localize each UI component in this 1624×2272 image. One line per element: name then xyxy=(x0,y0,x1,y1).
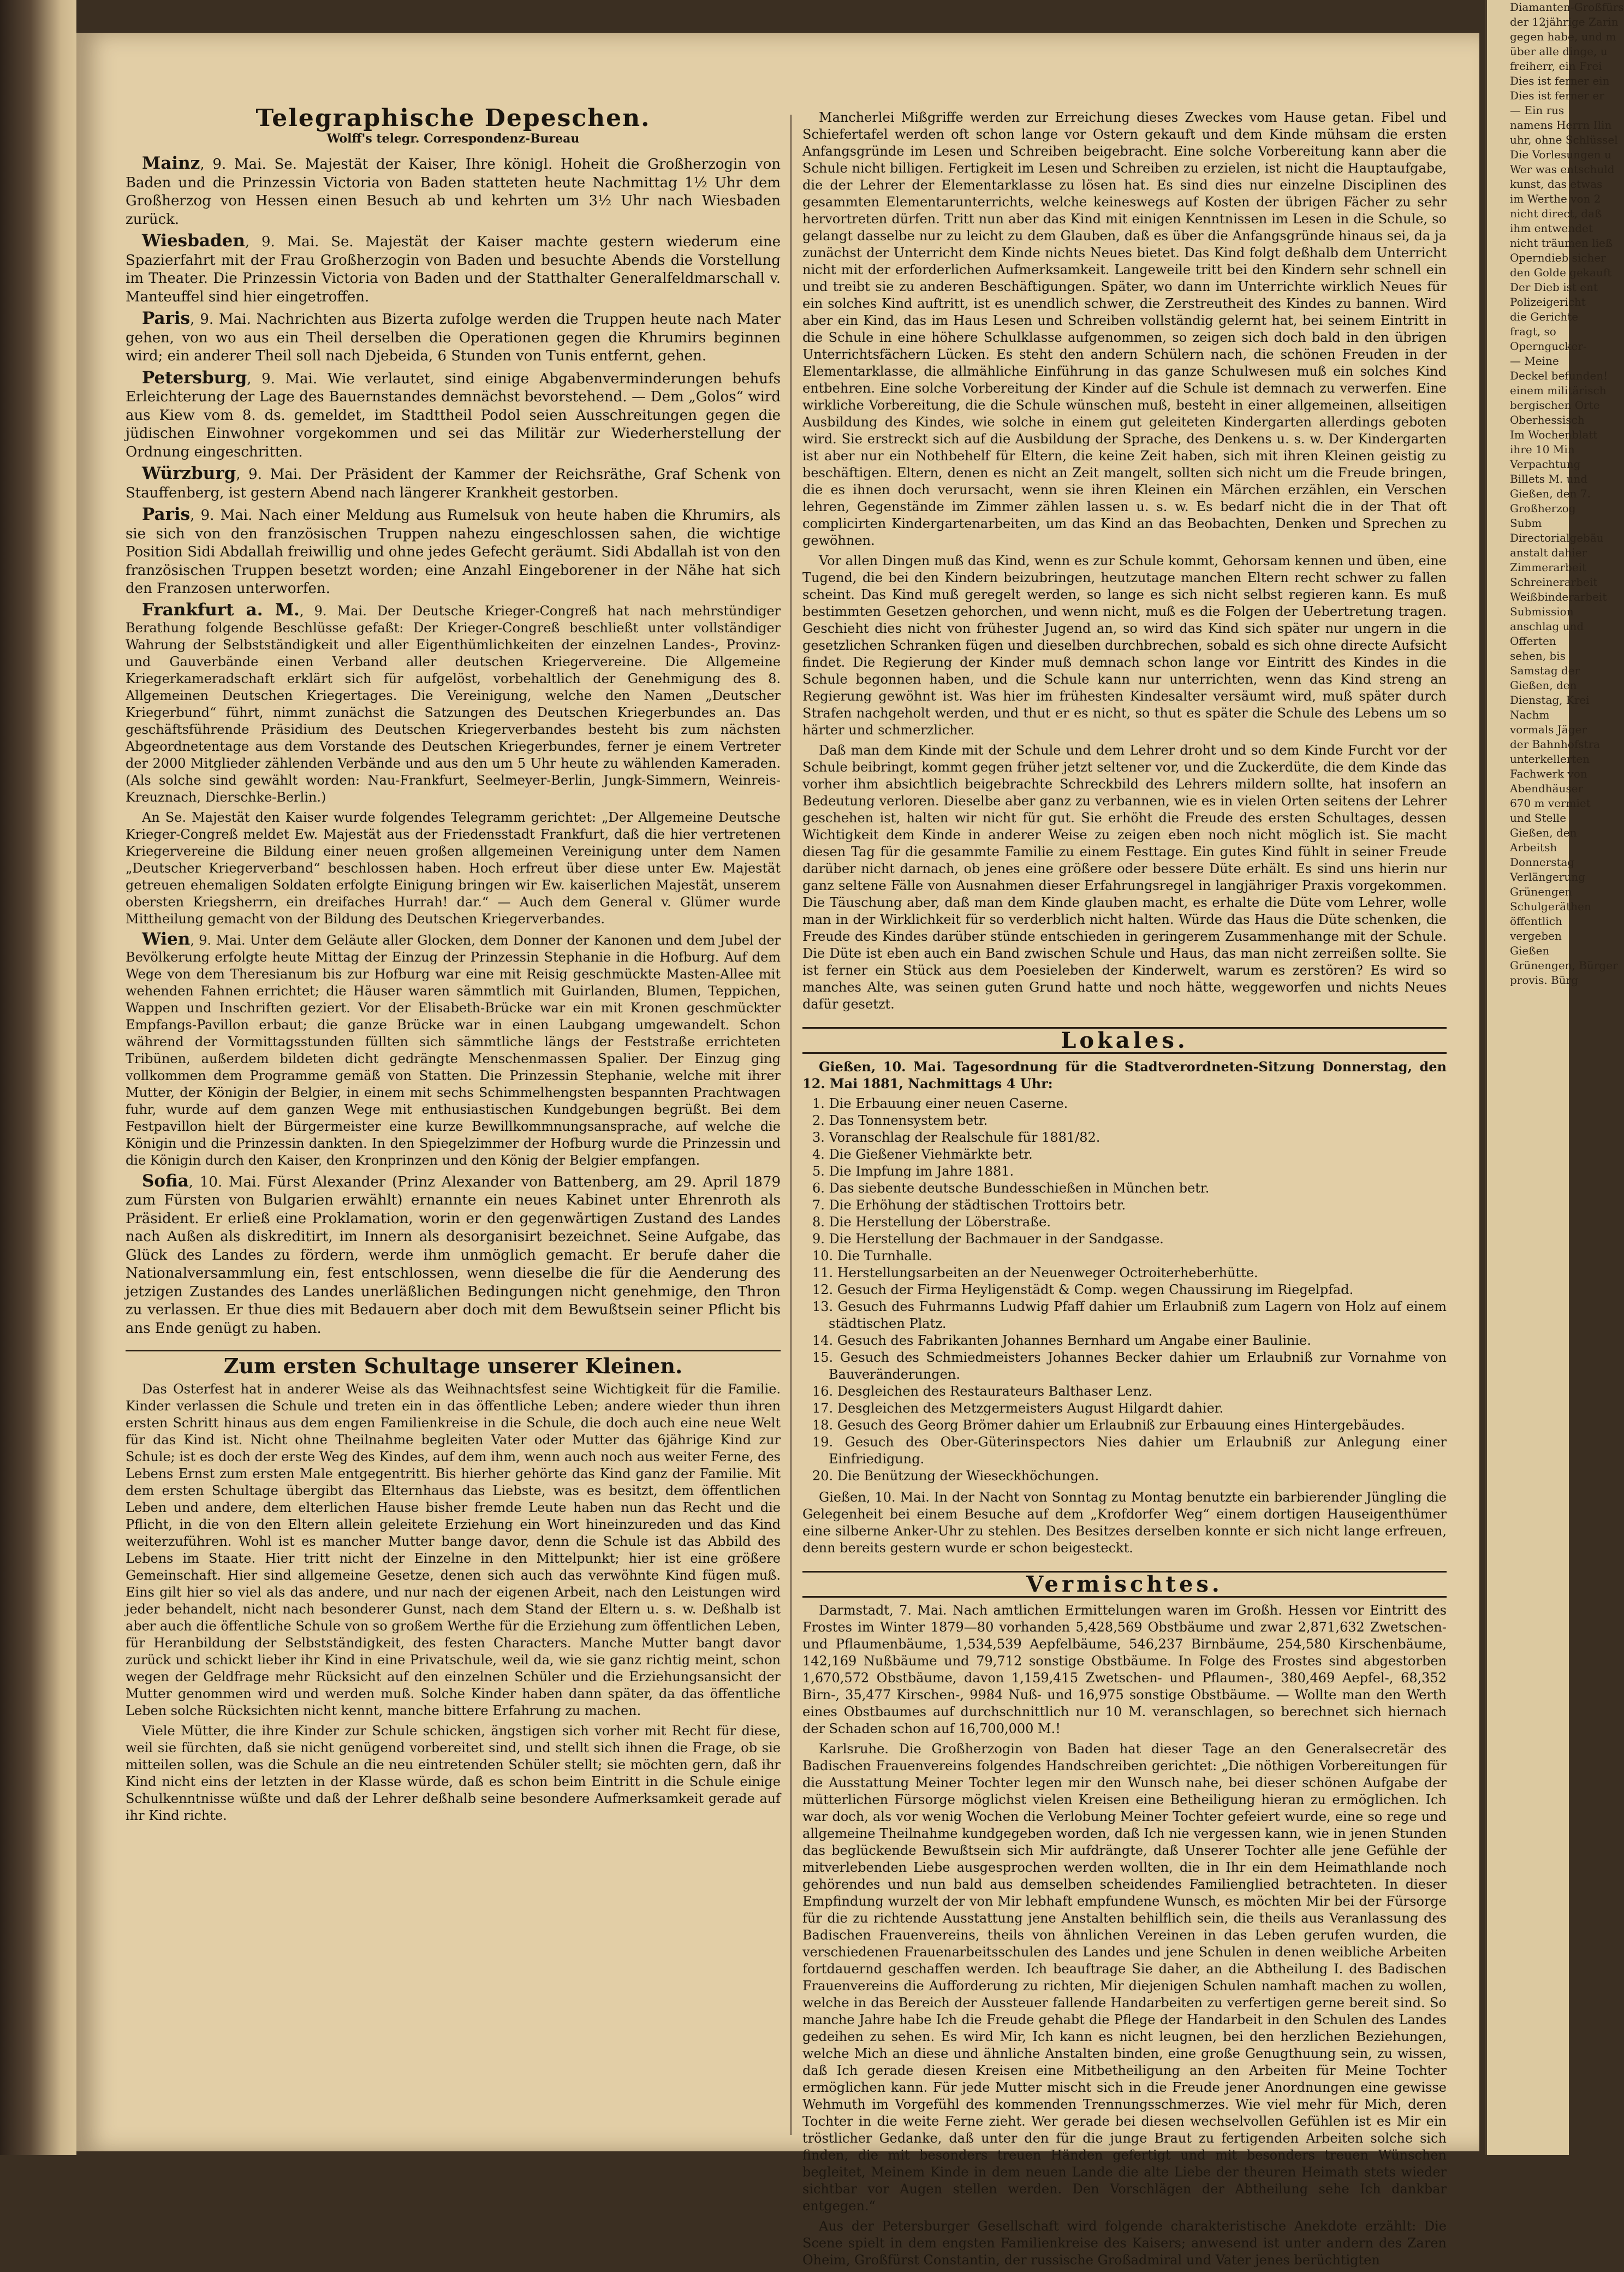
dateline: Paris xyxy=(142,505,191,524)
strip-line: ihm entwendet xyxy=(1510,222,1593,235)
strip-line: Gießen xyxy=(1510,944,1550,957)
strip-line: einem militärisch xyxy=(1510,384,1607,397)
strip-line: Samstag der xyxy=(1510,664,1580,677)
strip-line: ihre 10 Min xyxy=(1510,443,1575,456)
dateline: Mainz xyxy=(142,153,200,173)
schultag-title: Zum ersten Schultage unserer Kleinen. xyxy=(126,1350,781,1375)
telegram-item xyxy=(126,1172,781,1338)
dateline: Petersburg xyxy=(142,367,247,388)
agenda-item: 20. Die Benützung der Wieseckhöchungen. xyxy=(812,1468,1099,1484)
strip-line: Grünengen xyxy=(1510,885,1572,898)
strip-line: Verlängerung xyxy=(1510,870,1585,883)
agenda-item: 18. Gesuch des Georg Brömer dahier um Erlaubniß zur Erbauung eines Hintergebäudes. xyxy=(812,1417,1405,1433)
agenda-list xyxy=(802,1095,1447,1485)
agenda-item: 10. Die Turnhalle. xyxy=(812,1248,932,1263)
right-column xyxy=(802,109,1447,2272)
strip-line: provis. Bürg xyxy=(1510,974,1579,987)
agenda-item: 9. Die Herstellung der Bachmauer in der Sandgasse. xyxy=(812,1231,1164,1247)
newspaper-page xyxy=(76,33,1479,2268)
agenda-item: 2. Das Tonnensystem betr. xyxy=(812,1113,988,1128)
strip-line: — Ein rus xyxy=(1510,104,1564,117)
telegram-item xyxy=(126,465,781,502)
strip-line: 670 m vermiet xyxy=(1510,797,1591,810)
strip-line: Die Vorlesungen u xyxy=(1510,148,1611,161)
strip-line: gegen habe, und m xyxy=(1510,30,1616,43)
telegram-item xyxy=(126,602,781,806)
strip-line: vormals Jäger xyxy=(1510,723,1587,736)
telegrams-title: Telegraphische Depeschen. xyxy=(255,104,651,132)
telegram-item xyxy=(126,310,781,366)
dateline: Sofia xyxy=(142,1171,189,1191)
strip-line: kunst, das etwas xyxy=(1510,177,1603,191)
book-binding xyxy=(0,0,76,2155)
strip-line: — Meine xyxy=(1510,354,1559,367)
dateline: Paris xyxy=(142,309,191,328)
column-rule xyxy=(790,115,792,2135)
strip-line: vergeben xyxy=(1510,929,1562,942)
vermischtes-paragraph: Karlsruhe. Die Großherzogin von Baden hat dieser Tage an den Generalsecretär des Badischen Frauenvereins folgendes Handschreiben gerichtet: „Die nöthigen Vorbereitungen für die Ausstattung Meiner Tochter legen mir den Wunsch nahe, bei dieser schönen Aufgabe der mütterlichen Fürsorge möglichst vielen Kreisen eine Betheiligung hieran zu ermöglichen. Ich war doch, als vor wenig Wochen die Verlobung Meiner Tochter gefeiert wurde, eine so rege und allgemeine Theilnahme kundgegeben worden, daß Ich nie vergessen kann, wie in jenen Stunden das beglückende Bewußtsein sich Mir aufdrängte, daß Unserer Tochter alle jene Gefühle der mitverlebenden Liebe ausgesprochen werden wollten, die in Ihr ein dem Heimathlande noch gehörendes und nun bald aus demselben scheidendes Familienglied betrachteten. In dieser Empfindung wurzelt der von Mir lebhaft empfundene Wunsch, es möchten Mir bei der Fürsorge für die zu richtende Ausstattung jene Anstalten behilflich sein, die theils aus Veranlassung des Badischen Frauenvereins, theils von ähnlichen Vereinen in das Leben gerufen wurden, die verschiedenen Frauenarbeitsschulen des Landes und jene Schulen in denen weibliche Arbeiten fortdauernd geschaffen werden. Ich beauftrage Sie daher, an die Abtheilung I. des Badischen Frauenvereins die Aufforderung zu richten, Mir diejenigen Schulen namhaft machen zu wollen, welche in das Bereich der Aussteuer fallende Handarbeiten zu verfertigen gerne bereit sind. So manche Jahre habe Ich die Freude gehabt die Pflege der Handarbeit in den Schulen des Landes gedeihen zu sehen. Es wird Mir, Ich kann es nicht leugnen, bei den herzlichen Beziehungen, welche Mich an diese und ähnliche Anstalten binden, eine große Genugthuung sein, zu wissen, daß Ich gerade diesen Kreisen eine Mitbetheiligung an den Arbeiten für Meine Tochter ermöglichen kann. Für jede Mutter mischt sich in die Freude jener Anordnungen eine gewisse Wehmuth im Vorgefühl des kommenden Trennungsschmerzes. Wie viel mehr für Mich, deren Tochter in die weite Ferne zieht. Wer gerade bei diesen wechselvollen Gefühlen ist es Mir ein tröstlicher Gedanke, daß unter den für die junge Braut zu fertigenden Arbeiten solche sich finden, die mit besonders treuen Händen gefertigt und mit besonders treuen Wünschen begleitet, Meinem Kinde in dem neuen Lande die alte Liebe der theuren Heimath stets wieder sichtbar vor Augen stellen werden. Den Vorschlägen der Abtheilung sehe Ich dankbar entgegen.“ xyxy=(802,1741,1447,2214)
vermischtes-title: Vermischtes. xyxy=(802,1571,1447,1598)
agenda-item: 7. Die Erhöhung der städtischen Trottoirs betr. xyxy=(812,1197,1126,1213)
strip-line: Der Dieb ist ent xyxy=(1510,281,1598,294)
agenda-item: 14. Gesuch des Fabrikanten Johannes Bernhard um Angabe einer Baulinie. xyxy=(812,1333,1311,1348)
strip-line: Im Wochenblatt xyxy=(1510,428,1598,441)
telegram-text: , 9. Mai. Se. Majestät der Kaiser, Ihre königl. Hoheit die Großherzogin von Baden und die Prinzessin Victoria von Baden statteten heute Nachmittag 1½ Uhr dem Großherzog von Hessen einen Besuch ab und kehrten um 3½ Uhr nach Wiesbaden zurück. xyxy=(126,156,781,228)
agenda-item: 19. Gesuch des Ober-Güterinspectors Nies dahier um Erlaubniß zur Anlegung einer Einfriedigung. xyxy=(812,1434,1447,1467)
strip-line: uhr, ohne Schlüssel xyxy=(1510,133,1618,146)
strip-line: Dies ist ferner er xyxy=(1510,89,1604,102)
telegram-item xyxy=(126,155,781,229)
strip-line: Weißbinderarbeit xyxy=(1510,590,1607,603)
agenda-item: 16. Desgleichen des Restaurateurs Balthaser Lenz. xyxy=(812,1384,1153,1399)
left-column xyxy=(126,104,781,1828)
strip-line: anschlag und xyxy=(1510,620,1584,633)
agenda-item: 4. Die Gießener Viehmärkte betr. xyxy=(812,1147,1033,1162)
telegram-text: , 10. Mai. Fürst Alexander (Prinz Alexander von Battenberg, am 29. April 1879 zum Fürsten von Bulgarien erwählt) ernannte ein neues Kabinet unter Ehrenroth als Präsident. Er erließ eine Proklamation, worin er den gegenwärtigen Zustand des Landes nach Außen als diskreditirt, im Innern als desorganisirt bezeichnet. Seine Aufgabe, das Glück des Landes zu fördern, werde ihm unmöglich gemacht. Er berufe daher die Nationalversammlung ein, fest entschlossen, wenn dieselbe die für die Aenderung des jetzigen Zustandes des Landes unerläßlichen Bedingungen nicht genehmige, den Thron zu verlassen. Er thue dies mit Bedauern aber doch mit dem Bewußtsein seiner Pflicht bis ans Ende genügt zu haben. xyxy=(126,1173,781,1337)
strip-line: Grünengen, Bürger xyxy=(1510,959,1618,972)
strip-line: nicht träumen ließ xyxy=(1510,236,1613,250)
strip-line: Schreinerarbeit xyxy=(1510,576,1598,589)
strip-line: im Werthe von 2 xyxy=(1510,192,1601,205)
telegram-text: , 9. Mai. Unter dem Geläute aller Glocken, dem Donner der Kanonen und dem Jubel der Bevölkerung erfolgte heute Mittag der Einzug der Prinzessin Stephanie in die Hofburg. Auf dem Wege von dem Theresianum bis zur Hofburg war eine mit Reisig geschmückte Masten-Allee mit wehenden Fahnen errichtet; die Häuser waren sämmtlich mit Guirlanden, Blumen, Teppichen, Wappen und Inschriften geziert. Vor der Elisabeth-Brücke war ein mit Kronen geschmückter Empfangs-Pavillon erbaut; die ganze Brücke war in einen Laubgang umgewandelt. Schon während der Vormittagsstunden füllten sich sämmtliche längs der Feststraße errichteten Tribünen, außerdem bildeten dicht gedrängte Menschenmassen Spalier. Der Einzug ging vollkommen dem Programme gemäß von Statten. Die Prinzessin Stephanie, welche mit ihrer Mutter, der Königin der Belgier, in einem mit sechs Schimmelhengsten bespannten Prachtwagen fuhr, wurde auf dem ganzen Wege mit enthusiastischen Kundgebungen begrüßt. Bei dem Festpavillon hielt der Bürgermeister eine kurze Bewillkommnungsansprache, auf welche die Königin und die Prinzessin dankten. In den Spiegelzimmer der Hofburg wurde die Prinzessin und die Königin durch den Kaiser, den Kronprinzen und den König der Belgier empfangen. xyxy=(126,932,781,1168)
agenda-item: 12. Gesuch der Firma Heyligenstädt & Comp. wegen Chaussirung im Riegelpfad. xyxy=(812,1282,1354,1297)
dateline: Würzburg xyxy=(142,464,236,483)
strip-line: nicht direct, daß xyxy=(1510,207,1602,220)
strip-line: Operngucker- xyxy=(1510,340,1587,353)
telegram-text: , 9. Mai. Der Präsident der Kammer der Reichsräthe, Graf Schenk von Stauffenberg, ist gestern Abend nach längerer Krankheit gestorben. xyxy=(126,466,781,501)
strip-line: Zimmerarbeit xyxy=(1510,561,1587,574)
strip-line: die Gerichte xyxy=(1510,310,1579,323)
schultag-paragraph: Vor allen Dingen muß das Kind, wenn es zur Schule kommt, Gehorsam kennen und üben, eine Tugend, die bei den Kindern beizubringen, heutzutage manchen Eltern recht schwer zu fallen scheint. Das Kind muß geregelt werden, so lange es sich nicht selbst regieren kann. Es muß bestimmten Gesetzen gehorchen, und wenn nicht, muß es die Folgen der Uebertretung tragen. Geschieht dies nicht von frühester Jugend an, so wird das Kind sich später nur ungern in die gesetzlichen Schranken fügen und dieselben durchbrechen, sobald es sich ohne directe Aufsicht findet. Die Regierung der Kinder muß demnach schon lange vor Eintritt des Kindes in die Schule begonnen haben, und die Schule kann nur unterrichten, wenn das Kind streng an Regierung gewöhnt ist. Was hier im frühesten Kindesalter versäumt wird, muß später durch Strafen nachgeholt werden, und thut er es nicht, so thut es später die Schule des Lebens um so härter und schmerzlicher. xyxy=(802,553,1447,738)
telegram-item xyxy=(126,232,781,306)
telegram-text: , 9. Mai. Nachrichten aus Bizerta zufolge werden die Truppen heute nach Mater gehen, von wo aus ein Theil derselben die Operationen gegen die Khrumirs beginnen wird; ein anderer Theil soll nach Djebeida, 6 Stunden von Tunis entfernt, gehen. xyxy=(126,311,781,364)
strip-line: Oberhessisch xyxy=(1510,413,1585,426)
strip-line: Wer was entschuld xyxy=(1510,163,1615,176)
schultag-body-left xyxy=(126,1381,781,1824)
strip-line: Gießen, den xyxy=(1510,679,1577,692)
lokales-intro: Gießen, 10. Mai. Tagesordnung für die Stadtverordneten-Sitzung Donnerstag, den 12. Mai 1881, Nachmittags 4 Uhr: xyxy=(802,1059,1447,1091)
strip-line: Großherzog xyxy=(1510,502,1576,515)
telegram-text: , 9. Mai. Wie verlautet, sind einige Abgabenverminderungen behufs Erleichterung der Lage des Bauernstandes demnächst bevorstehend. — Dem „Golos“ wird aus Kiew vom 8. ds. gemeldet, im Stadttheil Podol seien Ausschreitungen gegen die jüdischen Einwohner vorgekommen und sei das Militär zur Wiederherstellung der Ordnung eingeschritten. xyxy=(126,370,781,460)
agenda-item: 17. Desgleichen des Metzgermeisters August Hilgardt dahier. xyxy=(812,1401,1224,1416)
strip-line: unterkellerten xyxy=(1510,752,1590,766)
strip-line: freiherr, ein Frei xyxy=(1510,60,1602,73)
schultag-paragraph: Mancherlei Mißgriffe werden zur Erreichung dieses Zweckes vom Hause getan. Fibel und Schiefertafel werden oft schon lange vor Ostern gekauft und dem Kinde mühsam die ersten Anfangsgründe im Lesen und Schreiben beigebracht. Eine solche Vorbereitung kann aber die Schule nicht billigen. Fertigkeit im Lesen und Schreiben zu erzielen, ist nicht die Hauptaufgabe, die der Lehrer der Elementarklasse zu lösen hat. Es sind dies nur einzelne Disciplinen des gesammten Elementarunterrichts, welche keineswegs auf Kosten der übrigen Fächer zu sehr hervortreten dürfen. Tritt nun aber das Kind mit einigen Kenntnissen im Lesen in die Schule, so gelangt dasselbe nur zu leicht zu dem Glauben, daß es über die Anfangsgründe hinaus sei, da ja zunächst der Unterricht dem Kinde nichts Neues bietet. Das Kind folgt deßhalb dem Unterricht nicht mit der erforderlichen Aufmerksamkeit. Langeweile tritt bei den Kindern sehr schnell ein und treibt sie zu anderen Beschäftigungen. Später, wo dann im Unterrichte wirklich Neues für ein solches Kind auftritt, ist es unendlich schwer, die Zerstreutheit des Kindes zu bannen. Wird aber ein Kind, das im Haus Lesen und Schreiben vollständig gelernt hat, bei seinem Eintritt in die Schule in eine höhere Schulklasse aufgenommen, so zeigen sich doch bald in den übrigen Unterrichtsfächern Lücken. Es steht den andern Schülern nach, die schönen Freuden in der Elementarklasse, die allmähliche Einführung in das ganze Schulwesen muß ein solches Kind entbehren. Eine solche Vorbereitung der Kinder auf die Schule ist demnach zu verwerfen. Eine wirkliche Vorbereitung, die die Schule wünschen muß, besteht in einer allgemeinen, allseitigen Ausbildung des Kindes, wie solche in einem gut geleiteten Kindergarten allerdings geboten wird. Sie erstreckt sich auf die Ausbildung der Sprache, des Denkens u. s. w. Der Kindergarten ist aber nur ein Nothbehelf für Eltern, die keine Zeit haben, sich mit ihren Kleinen geistig zu beschäftigen. Eltern, denen es nicht an Zeit mangelt, sollten sich nicht um die Freude bringen, die es ihnen doch verursacht, wenn sie ihren Kleinen ein Märchen erzählen, ein Verschen lehren, Gegenstände im Zimmer zählen lassen u. s. w. Es bedarf nicht die in der That oft complicirten Kindergartenarbeiten, um das Kind an das Beobachten, Denken und Sprechen zu gewöhnen. xyxy=(802,110,1447,548)
lokales-note: Gießen, 10. Mai. In der Nacht von Sonntag zu Montag benutzte ein barbierender Jüngling die Gelegenheit bei einem Besuche auf dem „Krofdorfer Weg“ einem dortigen Hauseigenthümer eine silberne Anker-Uhr zu stehlen. Des Besitzes derselben konnte er sich nicht lange erfreuen, denn bereits gestern wurde er schon beigesteckt. xyxy=(802,1490,1447,1556)
strip-line: Verpachtung xyxy=(1510,458,1581,471)
telegram-item xyxy=(126,809,781,928)
strip-line: öffentlich xyxy=(1510,915,1562,928)
strip-line: Arbeitsh xyxy=(1510,841,1557,854)
vermischtes-paragraph: Aus der Petersburger Gesellschaft wird folgende charakteristische Anekdote erzählt: Die Scene spielt in dem engsten Familienkreise des Kaisers; anwesend ist unter andern des Zaren Oheim, Großfürst Constantin, der russische Großadmiral und Vater jenes berüchtigten xyxy=(802,2218,1447,2268)
strip-line: über alle dinge, u xyxy=(1510,45,1608,58)
agenda-item: 1. Die Erbauung einer neuen Caserne. xyxy=(812,1096,1068,1111)
telegram-item xyxy=(126,369,781,462)
strip-line: sehen, bis xyxy=(1510,649,1566,662)
strip-line: fragt, so xyxy=(1510,325,1556,338)
strip-line: Fachwerk von xyxy=(1510,767,1587,780)
dateline: Wien xyxy=(142,929,191,949)
agenda-item: 15. Gesuch des Schmiedmeisters Johannes Becker dahier um Erlaubniß zur Vornahme von Bauveränderungen. xyxy=(812,1350,1447,1382)
schultag-paragraph: Daß man dem Kinde mit der Schule und dem Lehrer droht und so dem Kinde Furcht vor der Schule beibringt, kommt gegen früher jetzt seltener vor, und die Zuckerdüte, die dem Kinde das vorher ihm absichtlich beigebrachte Schreckbild des Lehrers mildern sollte, hat insofern an Bedeutung verloren. Dieselbe aber ganz zu verbannen, wie es in vielen Orten seitens der Lehrer geschehen ist, halten wir nicht für gut. Sie erhöht die Freude des ersten Schultages, dessen Wichtigkeit dem Kinde in anderer Weise zu zeigen eben noch nicht möglich ist. Sie macht diesen Tag für die gesammte Familie zu einem Festtage. Ein gutes Kind fühlt in seiner Freude darüber nicht darnach, ob jenes eine größere oder bessere Düte erhält. Es sind uns hierin nur ganz seltene Fälle von Ausnahmen dieser Erfahrungsregel in langjähriger Praxis vorgekommen. Die Täuschung aber, daß man dem Kinde glauben macht, es erhalte die Düte vom Lehrer, wolle man in der Wirklichkeit für so verderblich nicht halten. Würde das Haus die Düte schenken, die Freude des Kindes darüber stünde entschieden in geringerem Zusammenhange mit der Schule. Die Düte ist eben auch ein Band zwischen Schule und Haus, das man nicht zerreißen sollte. Sie ist ferner ein Stück aus dem Poesieleben der Kinderwelt, warum es zerstören? Es wird so manches Alte, was seinen guten Grund hatte und noch hätte, weggeworfen und nichts Neues dafür gesetzt. xyxy=(802,743,1447,1012)
adjacent-page-strip xyxy=(1485,0,1624,2155)
telegram-item xyxy=(126,931,781,1169)
dateline: Frankfurt a. M. xyxy=(142,600,300,620)
telegram-text: , 9. Mai. Der Deutsche Krieger-Congreß hat nach mehrstündiger Berathung folgende Beschlüsse gefaßt: Der Krieger-Congreß beschließt unter vollständiger Wahrung der Selbstständigkeit und aller Eigenthümlichkeiten der einzelnen Landes-, Provinz- und Gauverbände einen Verband aller deutschen Kriegervereine. Die Allgemeine Kriegerkameradschaft erklärt sich für aufgelöst, vorbehaltlich der Genehmigung des 8. Allgemeinen Deutschen Kriegertages. Die Vereinigung, welche den Namen „Deutscher Kriegerbund“ führt, nimmt zunächst die Satzungen des Deutschen Kriegerbundes an. Das geschäftsführende Präsidium des Deutschen Kriegerverbandes besteht bis zum nächsten Abgeordnetentage aus dem Vorstande des Deutschen Kriegerbundes, ferner je einem Vertreter der 2000 Mitglieder zählenden Verbände und aus den um 5 Uhr heute zu wählenden Kameraden. (Als solche sind gewählt worden: Nau-Frankfurt, Seelmeyer-Berlin, Jungk-Simmern, Weinreis-Kreuznach, Dierschke-Berlin.) xyxy=(126,603,781,805)
strip-line: Billets M. und xyxy=(1510,472,1588,485)
strip-line: Operndieb sicher xyxy=(1510,251,1606,264)
vermischtes-paragraph: Darmstadt, 7. Mai. Nach amtlichen Ermittelungen waren im Großh. Hessen vor Eintritt des Frostes im Winter 1879—80 vorhanden 5,428,569 Obstbäume und zwar 2,871,632 Zwetschen- und Pflaumenbäume, 1,534,539 Aepfelbäume, 546,237 Birnbäume, 254,580 Kirschenbäume, 142,169 Nußbäume und 79,712 sonstige Obstbäume. In Folge des Frostes sind abgestorben 1,670,572 Obstbäume, davon 1,159,415 Zwetschen- und Pflaumen-, 380,469 Aepfel-, 68,352 Birn-, 35,477 Kirschen-, 9984 Nuß- und 16,975 sonstige Obstbäume. — Wollte man den Werth eines Obstbaumes auf durchschnittlich nur 10 M. veranschlagen, so berechnet sich hiernach der Schaden schon auf 16,700,000 M.! xyxy=(802,1603,1447,1736)
agenda-item: 13. Gesuch des Fuhrmanns Ludwig Pfaff dahier um Erlaubniß zum Lagern von Holz auf einem städtischen Platz. xyxy=(812,1299,1447,1331)
schultag-paragraph: Das Osterfest hat in anderer Weise als das Weihnachtsfest seine Wichtigkeit für die Familie. Kinder verlassen die Schule und treten ein in das öffentliche Leben; andere wieder thun ihren ersten Schritt hinaus aus dem engen Familienkreise in die Schule, die doch auch eine neue Welt für das Kind ist. Nicht ohne Theilnahme begleiten Vater oder Mutter das 6jährige Kind zur Schule; ist es doch der erste Weg des Kindes, auf dem ihm, wenn auch noch aus weiter Ferne, des Lebens Ernst zum ersten Male entgegentritt. Bis hierher gehörte das Kind ganz der Familie. Mit dem ersten Schultage übergibt das Elternhaus das Liebste, was es besitzt, dem öffentlichen Leben und andere, dem elterlichen Hause bisher fremde Leute haben nun das Recht und die Pflicht, in die von den Eltern allein geleitete Erziehung ein Wort hineinzureden und das Kind weiterzuführen. Wohl ist es mancher Mutter bange davor, denn die Schule ist das Abbild des Lebens im Staate. Hier tritt nicht der Einzelne in den Mittelpunkt; hier ist eine größere Gemeinschaft. Hier sind allgemeine Gesetze, denen sich auch das verwöhnte Kind fügen muß. Eins gilt hier so viel als das andere, und nur nach der eigenen Arbeit, nach den Leistungen wird jeder behandelt, nicht nach besonderer Gunst, nach dem Stand der Eltern u. s. w. Deßhalb ist aber auch die öffentliche Schule von so großem Werthe für die Erziehung zum öffentlichen Leben, für Heranbildung der Selbstständigkeit, des festen Characters. Manche Mutter bangt davor zurück und schickt lieber ihr Kind in eine Privatschule, weil da, wie sie ganz richtig meint, schon wegen der Geldfrage mehr Rücksicht auf den einzelnen Schüler und die Erziehungsansicht der Mutter genommen wird und werden muß. Solche Kinder haben dann später, da das öffentliche Leben solche Rücksichten nicht kennt, manche bittere Erfahrung zu machen. xyxy=(126,1381,781,1718)
strip-line: Gießen, den xyxy=(1510,826,1577,839)
schultag-paragraph: Viele Mütter, die ihre Kinder zur Schule schicken, ängstigen sich vorher mit Recht für diese, weil sie fürchten, daß sie nicht genügend vorbereitet sind, und stellt sich ihnen die Frage, ob sie mitteilen sollen, was die Schule an die neu eintretenden Schüler stellt; sie möchten gern, daß ihr Kind nicht eins der letzten in der Klasse würde, daß es schon beim Eintritt in die Schule einige Schulkenntnisse wüßte und daß der Lehrer deßhalb seine besondere Aufmerksamkeit gerade auf ihr Kind richte. xyxy=(126,1723,781,1823)
agenda-item: 3. Voranschlag der Realschule für 1881/82. xyxy=(812,1130,1100,1145)
strip-line: Deckel befunden! xyxy=(1510,369,1608,382)
strip-line: den Golde gekauft xyxy=(1510,266,1612,279)
strip-line: anstalt dahier xyxy=(1510,546,1587,559)
strip-line: Schulgeräthen xyxy=(1510,900,1591,913)
strip-line: der Bahnhofstra xyxy=(1510,738,1601,751)
strip-line: bergischen Orte xyxy=(1510,399,1600,412)
strip-line: namens Herrn Ilin xyxy=(1510,118,1612,132)
dateline: Wiesbaden xyxy=(142,231,245,251)
strip-line: Directorialgebäu xyxy=(1510,531,1604,544)
agenda-item: 8. Die Herstellung der Löberstraße. xyxy=(812,1214,1051,1230)
strip-line: Gießen, den 7. xyxy=(1510,487,1591,500)
telegram-text: An Se. Majestät den Kaiser wurde folgendes Telegramm gerichtet: „Der Allgemeine Deutsche Krieger-Congreß meldet Ew. Majestät aus der Friedensstadt Frankfurt, daß die hier vertretenen Kriegervereine die Bildung einer neuen großen allgemeinen Vereinigung unter dem Namen „Deutscher Kriegerverband“ beschlossen haben. Hoch erfreut über diese unter Ew. Majestät getreuen ehemaligen Soldaten erfolgte Einigung bringen wir Ew. kaiserlichen Majestät, unserem obersten Kriegsherrn, ein dreifaches Hurrah! dar.“ — Auch dem General v. Glümer wurde Mittheilung gemacht von der Bildung des Deutschen Kriegerverbandes. xyxy=(126,809,781,927)
agenda-item: 5. Die Impfung im Jahre 1881. xyxy=(812,1164,1014,1179)
telegram-text: , 9. Mai. Nach einer Meldung aus Rumelsuk von heute haben die Khrumirs, als sie sich von den französischen Truppen nahezu eingeschlossen sahen, die wichtige Position Sidi Abdallah freiwillig und ohne jedes Gefecht geräumt. Sidi Abdallah ist von den französischen Truppen besetzt worden; eine Anzahl Eingeborener in der Nähe hat sich den Franzosen unterworfen. xyxy=(126,507,781,597)
telegram-text: , 9. Mai. Se. Majestät der Kaiser machte gestern wiederum eine Spazierfahrt mit der Frau Großherzogin von Baden und besuchte Abends die Vorstellung im Theater. Die Prinzessin Victoria von Baden und der Statthalter Generalfeldmarschall v. Manteuffel sind hier eingetroffen. xyxy=(126,234,781,305)
lokales-title: Lokales. xyxy=(802,1027,1447,1054)
strip-line: Diamanten-Großfürs xyxy=(1510,1,1624,14)
strip-line: Nachm xyxy=(1510,708,1550,721)
strip-line: und Stelle xyxy=(1510,811,1567,824)
strip-line: Offerten xyxy=(1510,634,1556,648)
strip-line: Dies ist ferner ein xyxy=(1510,74,1610,87)
agenda-item: 11. Herstellungsarbeiten an der Neuenweger Octroiterheberhütte. xyxy=(812,1265,1258,1280)
strip-line: Abendhäuser xyxy=(1510,782,1584,795)
telegram-list xyxy=(126,155,781,1338)
agenda-item: 6. Das siebente deutsche Bundesschießen in München betr. xyxy=(812,1181,1210,1196)
strip-line: Subm xyxy=(1510,517,1542,530)
strip-line: Dienstag, Krei xyxy=(1510,693,1590,707)
strip-line: Donnerstag xyxy=(1510,856,1575,869)
strip-line: der 12jährige Zarin xyxy=(1510,15,1619,28)
telegram-item xyxy=(126,506,781,598)
strip-line: Submission xyxy=(1510,605,1574,618)
telegrams-subtitle: Wolff's telegr. Correspondenz-Bureau xyxy=(326,131,580,146)
strip-line: Polizeigericht xyxy=(1510,295,1586,309)
